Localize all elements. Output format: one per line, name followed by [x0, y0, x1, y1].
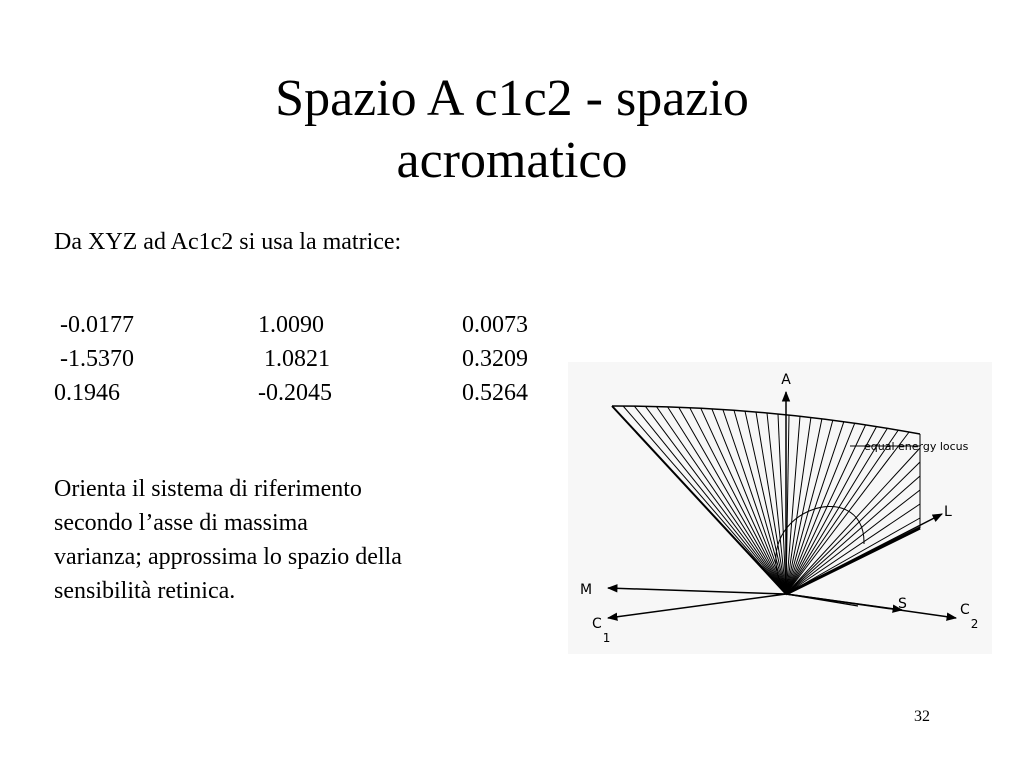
color-space-diagram: [568, 362, 992, 654]
matrix-cell: -0.2045: [258, 380, 332, 406]
title-line-1: Spazio A c1c2 - spazio: [275, 70, 749, 127]
matrix-cell: 1.0821: [258, 346, 330, 372]
label-a: A: [781, 372, 791, 388]
matrix-row: [54, 342, 574, 376]
matrix-cell: -1.5370: [54, 346, 134, 372]
conversion-matrix: [54, 308, 574, 410]
matrix-cell: 0.3209: [462, 346, 528, 372]
slide-title: [0, 68, 1024, 192]
matrix-cell: 1.0090: [258, 312, 324, 338]
label-l: L: [944, 504, 952, 520]
matrix-cell: 0.1946: [54, 380, 120, 406]
title-line-2: acromatico: [396, 132, 628, 189]
paragraph-line: Orienta il sistema di riferimento: [54, 476, 362, 502]
label-c2-subscript: 2: [970, 617, 979, 631]
paragraph-line: secondo l’asse di massima: [54, 510, 308, 536]
label-c1-letter: C: [592, 616, 602, 632]
matrix-cell: 0.5264: [462, 380, 528, 406]
matrix-cell: -0.0177: [54, 312, 134, 338]
matrix-row: [54, 308, 574, 342]
label-c2-letter: C: [960, 602, 970, 618]
label-s: S: [898, 596, 907, 612]
paragraph-line: varianza; approssima lo spazio della: [54, 544, 402, 570]
equal-energy-locus-label: equal energy locus: [864, 440, 969, 453]
description-paragraph: [54, 472, 574, 608]
intro-text: Da XYZ ad Ac1c2 si usa la matrice:: [54, 229, 402, 255]
paragraph-line: sensibilità retinica.: [54, 578, 236, 604]
matrix-row: [54, 376, 574, 410]
label-c1-subscript: 1: [602, 631, 611, 645]
label-m: M: [580, 582, 593, 598]
page-number: 32: [914, 708, 930, 725]
matrix-cell: 0.0073: [462, 312, 528, 338]
